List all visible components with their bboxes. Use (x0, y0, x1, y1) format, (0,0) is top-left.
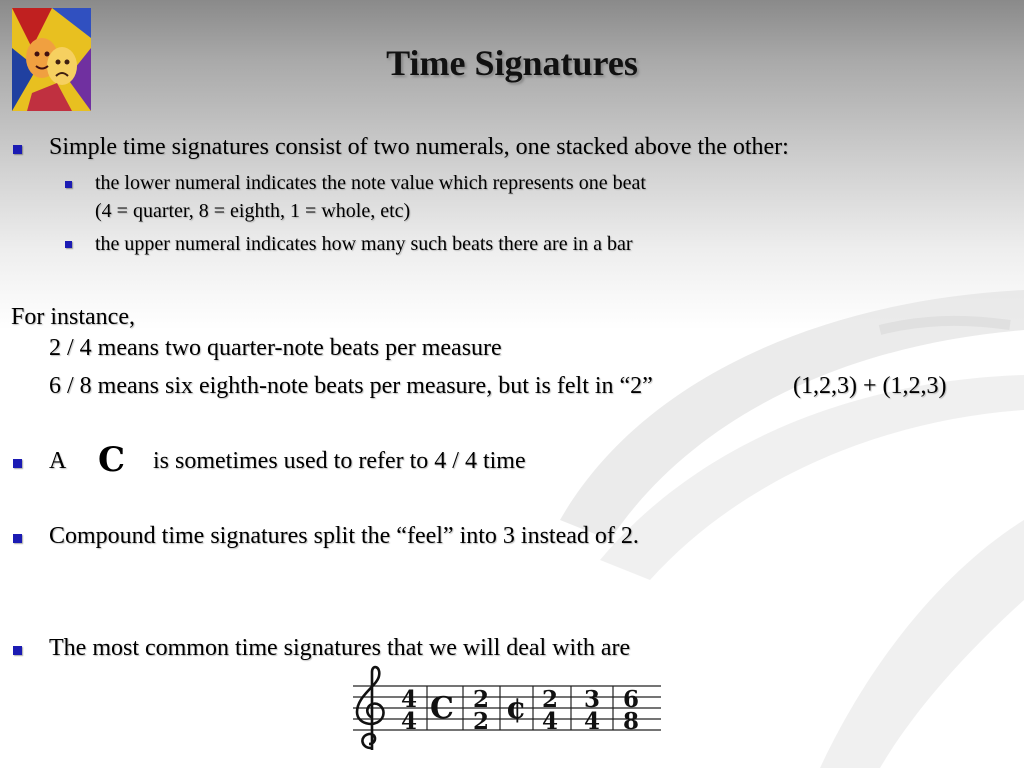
square-bullet-icon (65, 241, 72, 248)
time-signature-staff (345, 662, 665, 754)
square-bullet-icon (13, 646, 22, 655)
sub-bullet-lower-numeral-examples: (4 = quarter, 8 = eighth, 1 = whole, etc) (95, 200, 411, 222)
example-two-four: 2 / 4 means two quarter-note beats per measure (49, 335, 502, 361)
example-six-eight-grouping: (1,2,3) + (1,2,3) (793, 373, 947, 399)
sub-bullet-lower-numeral: the lower numeral indicates the note value which represents one beat (95, 172, 646, 194)
bullet-simple-time-signatures: Simple time signatures consist of two numerals, one stacked above the other: (49, 134, 789, 160)
time-signature-bottom: 2 (472, 708, 490, 735)
time-signature-symbol: ¢ (505, 691, 527, 726)
bullet-most-common: The most common time signatures that we will deal with are (49, 635, 631, 661)
slide-title: Time Signatures (386, 43, 638, 83)
square-bullet-icon (13, 459, 22, 468)
common-time-symbol: C (98, 440, 126, 480)
sub-bullet-upper-numeral: the upper numeral indicates how many such beats there are in a bar (95, 233, 633, 255)
time-signature-top: 4 (400, 686, 418, 713)
bullet-common-time-text: is sometimes used to refer to 4 / 4 time (153, 448, 526, 474)
bullet-common-time-a: A (49, 448, 67, 474)
time-signature-symbol: C (430, 691, 454, 726)
time-signature-top: 3 (583, 686, 601, 713)
square-bullet-icon (13, 534, 22, 543)
example-six-eight: 6 / 8 means six eighth-note beats per measure, but is felt in “2” (49, 373, 653, 399)
bullet-compound-time: Compound time signatures split the “feel” into 3 instead of 2. (49, 523, 639, 549)
square-bullet-icon (65, 181, 72, 188)
square-bullet-icon (13, 145, 22, 154)
time-signature-top: 2 (541, 686, 559, 713)
time-signature-bottom: 4 (583, 708, 601, 735)
time-signature-top: 2 (472, 686, 490, 713)
time-signature-bottom: 8 (622, 708, 640, 735)
time-signature-top: 6 (622, 686, 640, 713)
time-signature-bottom: 4 (541, 708, 559, 735)
for-instance-intro: For instance, (11, 304, 135, 330)
time-signature-bottom: 4 (400, 708, 418, 735)
